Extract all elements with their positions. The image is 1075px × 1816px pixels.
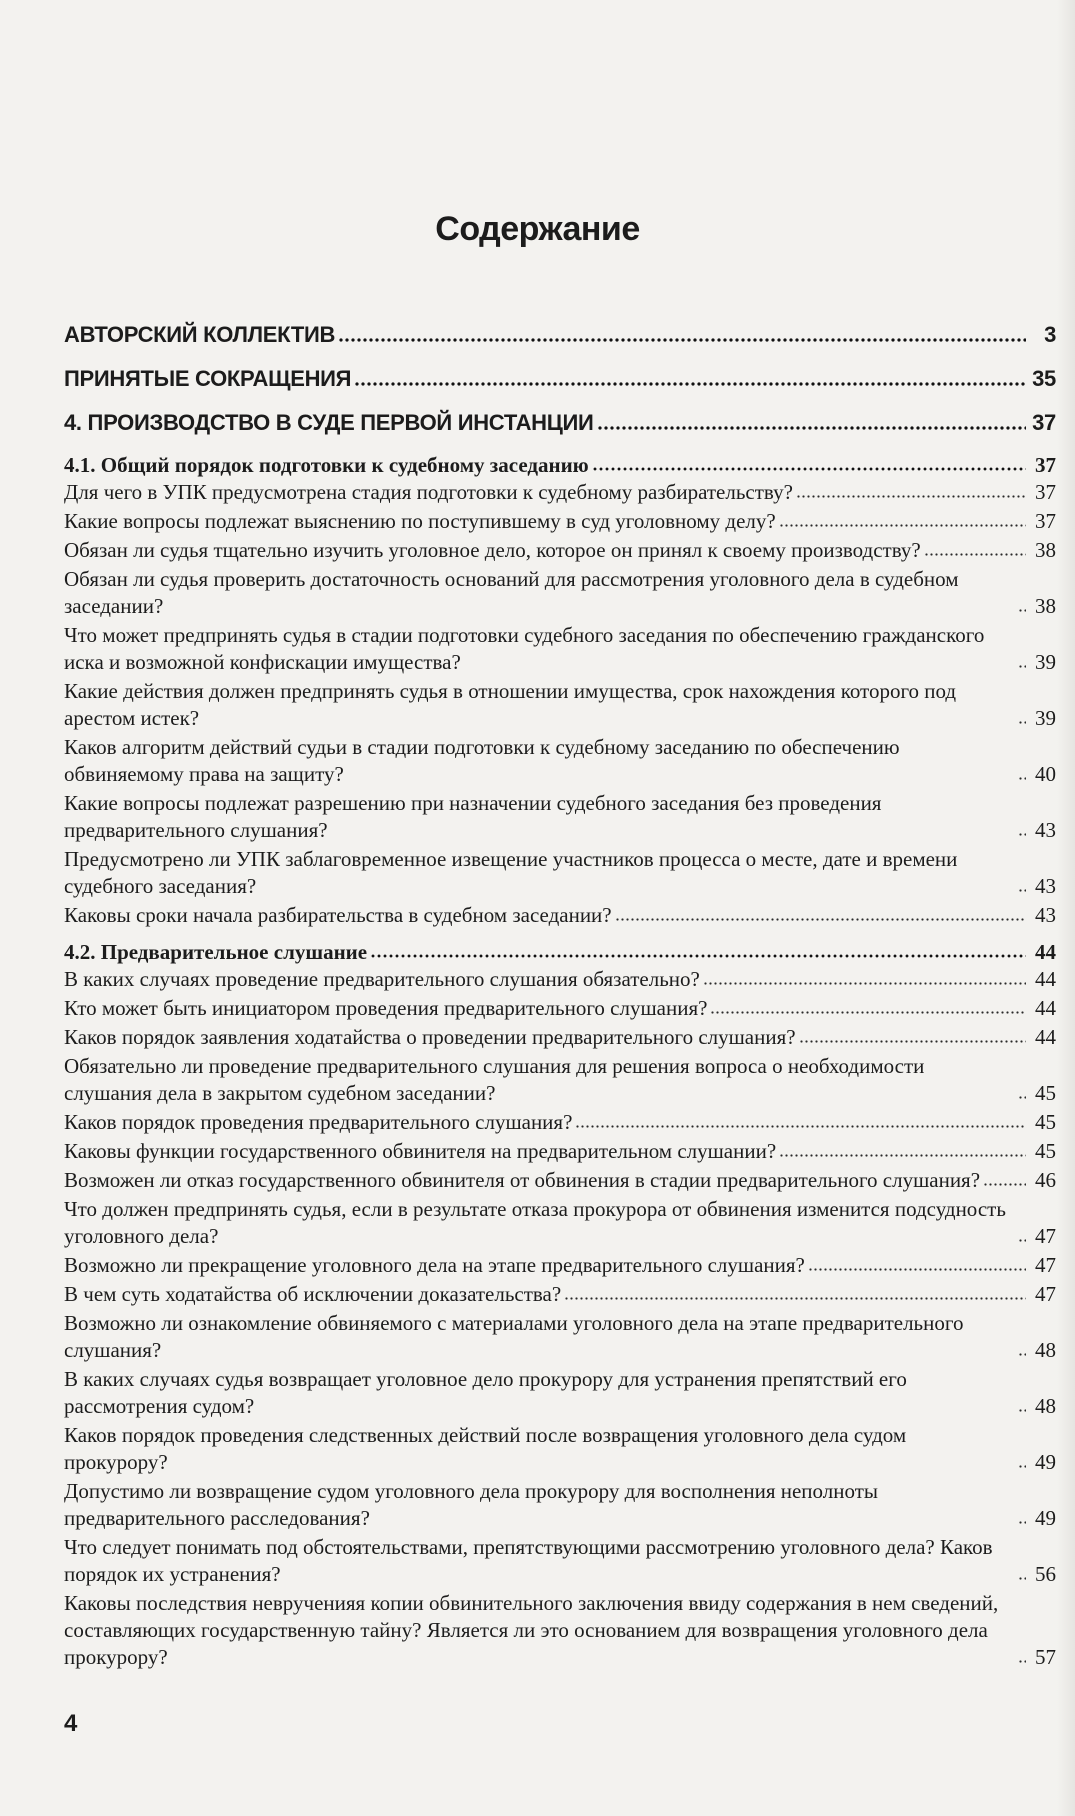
toc-question-entry	[64, 1138, 1056, 1165]
dot-leader	[1018, 606, 1026, 614]
toc-entry-page: 56	[1035, 1562, 1056, 1586]
toc-question-entry	[64, 479, 1056, 506]
toc-entry-text: Возможно ли прекращение уголовного дела на этапе предварительного слушания?	[64, 1253, 805, 1277]
dot-leader	[615, 915, 1026, 923]
toc-entry-text: Обязан ли судья тщательно изучить уголовное дело, которое он принял к своему производству?	[64, 538, 921, 562]
dot-leader	[564, 1294, 1026, 1302]
toc-entry-text: Каков порядок заявления ходатайства о проведении предварительного слушания?	[64, 1025, 796, 1049]
dot-leader	[703, 979, 1026, 987]
toc-entry-page: 44	[1035, 940, 1056, 964]
dot-leader	[1018, 1406, 1026, 1414]
toc-entry-text: Кто может быть инициатором проведения предварительного слушания?	[64, 996, 708, 1020]
toc-entry-page: 39	[1035, 650, 1056, 674]
toc-entry-page: 43	[1035, 818, 1056, 842]
dot-leader	[597, 424, 1026, 432]
toc-question-entry	[64, 622, 1056, 676]
toc-entry-text: Каков порядок проведения следственных действий после возвращения уголовного дела судом прокурору?	[64, 1423, 907, 1474]
toc-question-entry	[64, 902, 1056, 929]
toc-entry-page: 35	[1032, 366, 1056, 391]
toc-entry-text: 4. ПРОИЗВОДСТВО В СУДЕ ПЕРВОЙ ИНСТАНЦИИ	[64, 410, 594, 435]
dot-leader	[370, 952, 1026, 960]
toc-entry-page: 48	[1035, 1394, 1056, 1418]
toc-entry-page: 37	[1035, 480, 1056, 504]
toc-entry-page: 57	[1035, 1645, 1056, 1669]
toc-entry-page: 43	[1035, 874, 1056, 898]
toc-entry-text: В каких случаях судья возвращает уголовное дело прокурору для устранения препятствий его рассмотрения судом?	[64, 1367, 907, 1418]
page-number: 4	[64, 1710, 78, 1737]
toc-entry-text: Каковы функции государственного обвинителя на предварительном слушании?	[64, 1139, 777, 1163]
dot-leader	[1018, 1462, 1026, 1470]
dot-leader	[1018, 662, 1026, 670]
toc-question-entry	[64, 1109, 1056, 1136]
toc-entry-text: Для чего в УПК предусмотрена стадия подготовки к судебному разбирательству?	[64, 480, 793, 504]
toc-question-entry	[64, 678, 1056, 732]
toc-section-entry	[64, 939, 1056, 966]
dot-leader	[1018, 774, 1026, 782]
toc-entry-page: 44	[1035, 967, 1056, 991]
dot-leader	[1018, 718, 1026, 726]
toc-question-entry	[64, 1167, 1056, 1194]
toc-question-entry	[64, 1252, 1056, 1279]
dot-leader	[983, 1180, 1026, 1188]
toc-entry-text: Какие действия должен предпринять судья в отношении имущества, срок нахождения которого под арестом истек?	[64, 679, 957, 730]
toc-question-entry	[64, 790, 1056, 844]
toc-question-entry	[64, 1422, 1056, 1476]
toc-chapter-entry	[64, 364, 1056, 394]
dot-leader	[1018, 1093, 1026, 1101]
dot-leader	[592, 465, 1026, 473]
toc-entry-page: 3	[1044, 322, 1056, 347]
toc-entry-text: Что может предпринять судья в стадии подготовки судебного заседания по обеспечению гражданского иска и возможной конфискации имущества?	[64, 623, 985, 674]
toc-entry-text: В чем суть ходатайства об исключении доказательства?	[64, 1282, 562, 1306]
toc-entry-text: Возможно ли ознакомление обвиняемого с материалами уголовного дела на этапе предварительного слушания?	[64, 1311, 964, 1362]
dot-leader	[1018, 830, 1026, 838]
toc-chapter-entry	[64, 320, 1056, 350]
toc-entry-text: Возможен ли отказ государственного обвинителя от обвинения в стадии предварительного слушания?	[64, 1168, 981, 1192]
toc-entry-page: 47	[1035, 1282, 1056, 1306]
toc-entry-page: 45	[1035, 1139, 1056, 1163]
page-edge-shadow	[1057, 0, 1075, 1816]
dot-leader	[338, 336, 1026, 344]
toc-entry-page: 45	[1035, 1110, 1056, 1134]
dot-leader	[710, 1008, 1026, 1016]
toc-entry-page: 37	[1035, 509, 1056, 533]
toc-entry-page: 47	[1035, 1253, 1056, 1277]
toc-entry-text: Какие вопросы подлежат выяснению по поступившему в суд уголовному делу?	[64, 509, 776, 533]
toc-entry-text: Каковы сроки начала разбирательства в судебном заседании?	[64, 903, 612, 927]
toc-entry-text: АВТОРСКИЙ КОЛЛЕКТИВ	[64, 322, 336, 347]
toc-entry-page: 37	[1035, 453, 1056, 477]
toc-entry-text: В каких случаях проведение предварительного слушания обязательно?	[64, 967, 700, 991]
dot-leader	[1018, 1518, 1026, 1526]
toc-entry-page: 45	[1035, 1081, 1056, 1105]
toc-question-entry	[64, 995, 1056, 1022]
toc-entry-text: Каков алгоритм действий судьи в стадии подготовки к судебному заседанию по обеспечению обвиняемому права на защиту?	[64, 735, 900, 786]
toc-entry-page: 43	[1035, 903, 1056, 927]
toc-entry-page: 46	[1035, 1168, 1056, 1192]
toc-entry-page: 38	[1035, 538, 1056, 562]
toc-question-entry	[64, 1024, 1056, 1051]
toc-question-entry	[64, 966, 1056, 993]
toc-entry-text: Обязательно ли проведение предварительного слушания для решения вопроса о необходимости слушания дела в закрытом судебном заседании?	[64, 1054, 925, 1105]
toc-entry-text: 4.1. Общий порядок подготовки к судебному заседанию	[64, 453, 589, 477]
toc-question-entry	[64, 508, 1056, 535]
toc-entry-text: Допустимо ли возвращение судом уголовного дела прокурору для восполнения неполноты предварительного расследования?	[64, 1479, 878, 1530]
toc-entry-page: 39	[1035, 706, 1056, 730]
toc-question-entry	[64, 1281, 1056, 1308]
dot-leader	[779, 1151, 1026, 1159]
toc-entry-text: Что должен предпринять судья, если в результате отказа прокурора от обвинения изменится подсудность уголовного дела?	[64, 1197, 1006, 1248]
toc-question-entry	[64, 1053, 1056, 1107]
toc-entry-text: Что следует понимать под обстоятельствами, препятствующими рассмотрению уголовного дела? Каков порядок их устранения?	[64, 1535, 993, 1586]
dot-leader	[1018, 1236, 1026, 1244]
toc-question-entry	[64, 537, 1056, 564]
toc-entry-page: 47	[1035, 1224, 1056, 1248]
dot-leader	[1018, 1350, 1026, 1358]
toc-question-entry	[64, 1590, 1056, 1671]
toc-question-entry	[64, 1196, 1056, 1250]
toc-entry-text: ПРИНЯТЫЕ СОКРАЩЕНИЯ	[64, 366, 352, 391]
dot-leader	[796, 492, 1026, 500]
toc-entry-text: Каков порядок проведения предварительного слушания?	[64, 1110, 573, 1134]
toc-section-entry	[64, 452, 1056, 479]
page-title: Содержание	[435, 210, 640, 248]
toc-entry-page: 44	[1035, 996, 1056, 1020]
toc-entry-page: 38	[1035, 594, 1056, 618]
dot-leader	[1018, 886, 1026, 894]
dot-leader	[779, 521, 1026, 529]
table-of-contents	[64, 320, 1056, 1673]
toc-entry-page: 49	[1035, 1450, 1056, 1474]
toc-question-entry	[64, 566, 1056, 620]
toc-entry-page: 37	[1032, 410, 1056, 435]
toc-entry-text: Предусмотрено ли УПК заблаговременное извещение участников процесса о месте, дате и времени судебного заседания?	[64, 847, 958, 898]
dot-leader	[1018, 1657, 1026, 1665]
toc-entry-text: Обязан ли судья проверить достаточность оснований для рассмотрения уголовного дела в судебном заседании?	[64, 567, 959, 618]
toc-entry-text: Каковы последствия неврученияя копии обвинительного заключения ввиду содержания в нем сведений, составляющих государственную тайну? Является ли это основанием для возвращения уголовного дела прокурору?	[64, 1591, 999, 1669]
toc-entry-text: 4.2. Предварительное слушание	[64, 940, 368, 964]
toc-chapter-entry	[64, 408, 1056, 438]
dot-leader	[799, 1037, 1026, 1045]
toc-entry-page: 40	[1035, 762, 1056, 786]
dot-leader	[575, 1122, 1026, 1130]
toc-entry-page: 48	[1035, 1338, 1056, 1362]
toc-question-entry	[64, 1478, 1056, 1532]
toc-question-entry	[64, 846, 1056, 900]
toc-entry-text: Какие вопросы подлежат разрешению при назначении судебного заседания без проведения предварительного слушания?	[64, 791, 882, 842]
toc-question-entry	[64, 1310, 1056, 1364]
toc-question-entry	[64, 734, 1056, 788]
toc-question-entry	[64, 1366, 1056, 1420]
toc-entry-page: 44	[1035, 1025, 1056, 1049]
toc-entry-page: 49	[1035, 1506, 1056, 1530]
dot-leader	[924, 550, 1026, 558]
dot-leader	[354, 380, 1026, 388]
dot-leader	[808, 1265, 1026, 1273]
toc-question-entry	[64, 1534, 1056, 1588]
dot-leader	[1018, 1574, 1026, 1582]
